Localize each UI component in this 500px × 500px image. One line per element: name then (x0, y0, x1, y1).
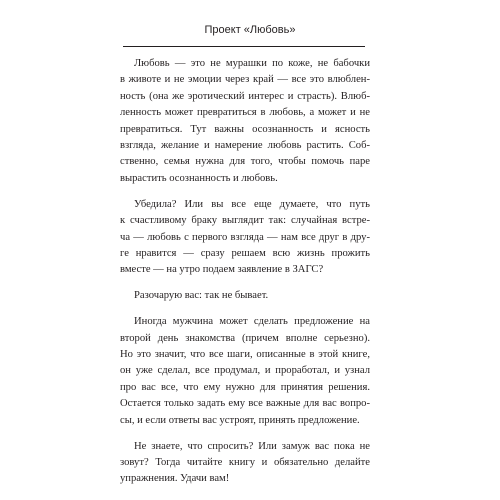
text-line: упражнения. Удачи вам! (120, 473, 230, 485)
running-head-title: Проект «Любовь» (204, 24, 296, 36)
text-line: вырастить осознанность и любовь. (120, 172, 278, 184)
text-line: в животе и не эмоции через край — все это влюблен- (120, 74, 370, 86)
text-line: Не знаете, что спросить? Или замуж вас пока не (134, 440, 370, 452)
paragraph (120, 314, 370, 429)
text-line: ность (она же эротический интерес и страсть). Влюб- (120, 90, 370, 102)
text-line: к счастливому браку выглядит так: случайная встре- (120, 215, 370, 227)
text-line: ленность может превратиться в любовь, а может и не (120, 107, 370, 119)
paragraph (120, 56, 370, 187)
text-line: сы, и если ответы вас устроят, принять предложение. (120, 414, 360, 426)
text-line: Убедила? Или вы все еще думаете, что путь (134, 198, 370, 210)
text-line: зовут? Тогда читайте книгу и обязательно делайте (120, 456, 370, 468)
text-line: ге нравится — сразу решаем всю жизнь прожить (120, 247, 370, 259)
body-text (120, 56, 370, 497)
text-line: взгляда, желание и намерение любовь растить. Соб- (120, 140, 370, 152)
text-line: он уже сделал, все продумал, и проработал, и узнал (120, 365, 370, 377)
text-line: вместе — на утро подаем заявление в ЗАГС? (120, 264, 324, 276)
text-line: ственно, семья нужна для того, чтобы помочь паре (120, 156, 370, 168)
text-line: второй день знакомства (причем вполне серьезно). (120, 332, 370, 344)
text-line: про вас все, что ему нужно для принятия решения. (120, 381, 370, 393)
header-rule (123, 46, 365, 47)
paragraph (120, 288, 370, 304)
paragraph (120, 439, 370, 488)
text-line: ча — любовь с первого взгляда — нам все друг в дру- (120, 231, 370, 243)
text-line: Иногда мужчина может сделать предложение на (134, 316, 370, 328)
text-line: Любовь — это не мурашки по коже, не бабочки (134, 58, 370, 69)
text-line: Но это значит, что все шаги, описанные в этой книге, (120, 349, 370, 360)
text-line: Остается только задать ему все важные для вас вопро- (120, 398, 370, 410)
text-line: превратиться. Тут важны осознанность и ясность (120, 123, 370, 135)
paragraph (120, 197, 370, 279)
text-line: Разочарую вас: так не бывает. (134, 290, 269, 302)
